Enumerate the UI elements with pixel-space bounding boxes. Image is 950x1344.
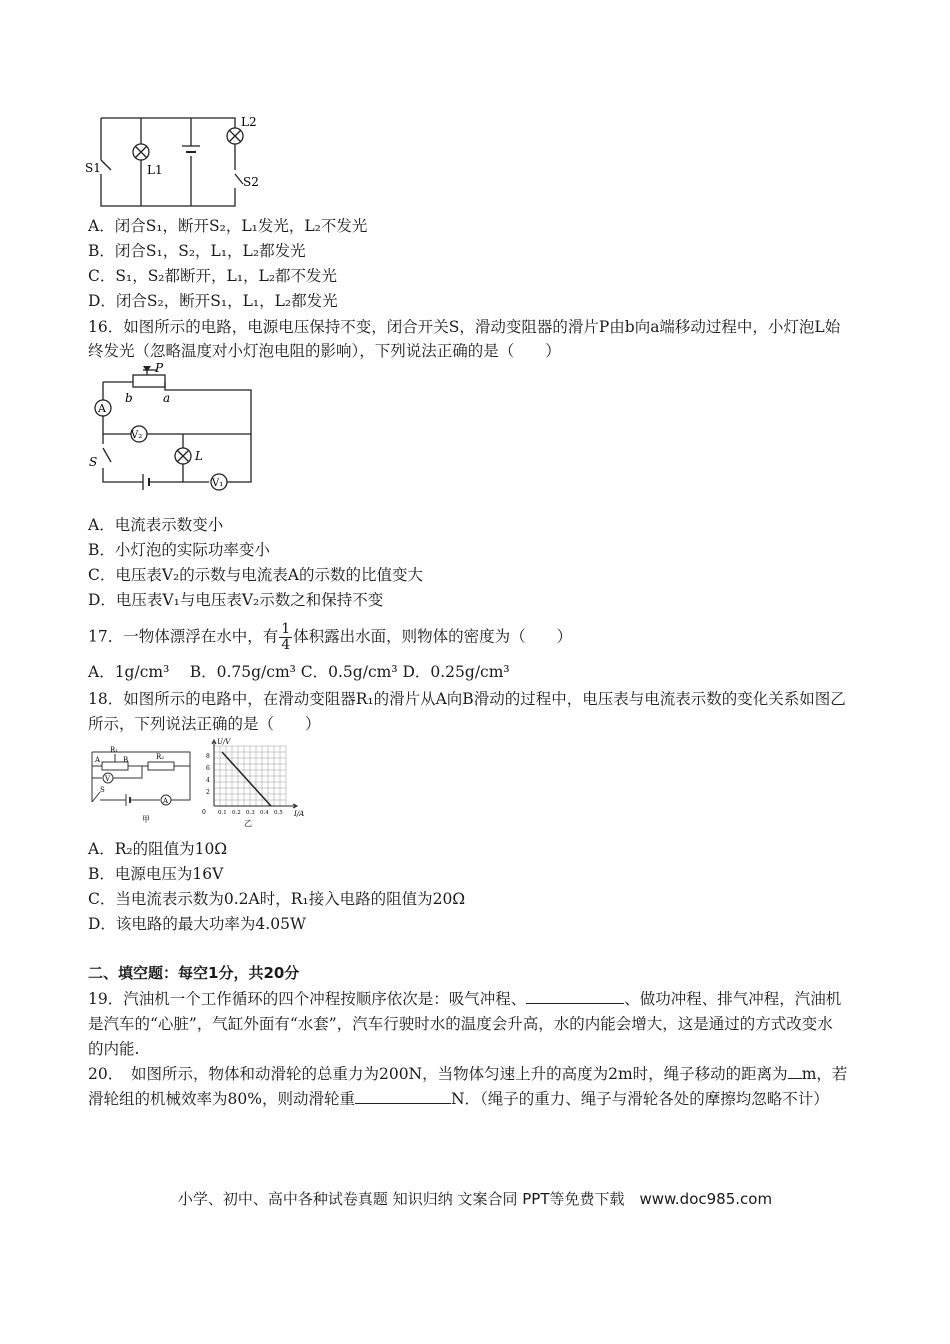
q17-stem-before: 17．一物体漂浮在水中，有 bbox=[88, 627, 279, 646]
label-a-end: A bbox=[95, 756, 101, 764]
q15-circuit-diagram bbox=[85, 112, 265, 212]
graph-xtick-3: 0.3 bbox=[246, 810, 255, 816]
q18-option-d: D．该电路的最大功率为4.05W bbox=[88, 915, 306, 933]
label-ammeter: A bbox=[163, 797, 169, 805]
label-a: a bbox=[163, 391, 171, 405]
label-s: S bbox=[89, 455, 98, 469]
graph-xlabel: I/A bbox=[294, 810, 305, 818]
q15-option-a: A．闭合S₁，断开S₂，L₁发光，L₂不发光 bbox=[88, 217, 368, 235]
label-b-end: B bbox=[123, 756, 129, 764]
label-l: L bbox=[195, 449, 203, 463]
q19-text bbox=[88, 987, 848, 1062]
q18-circuit-diagram-jia bbox=[86, 740, 198, 826]
label-voltmeter: V bbox=[105, 775, 111, 783]
q20-blank-2[interactable] bbox=[355, 1089, 451, 1104]
q18-option-c: C．当电流表示数为0.2A时，R₁接入电路的阻值为20Ω bbox=[88, 890, 466, 908]
graph-ytick-2: 2 bbox=[206, 789, 210, 796]
q20-text bbox=[88, 1062, 848, 1112]
q15-option-b: B．闭合S₁，S₂，L₁，L₂都发光 bbox=[88, 242, 306, 260]
label-r1: R₁ bbox=[110, 746, 119, 754]
label-s1: S1 bbox=[85, 161, 101, 175]
q18-option-a: A．R₂的阻值为10Ω bbox=[88, 840, 228, 858]
q20-part1: 20． 如图所示，物体和动滑轮的总重力为200N，当物体匀速上升的高度为2m时，绳子移动的距离为 bbox=[88, 1065, 788, 1083]
q17-fraction bbox=[279, 622, 292, 653]
q17-stem-after: 体积露出水面，则物体的密度为（ ） bbox=[293, 627, 573, 646]
q18-stem: 18．如图所示的电路中，在滑动变阻器R₁的滑片从A向B滑动的过程中，电压表与电流表示数的变化关系如图乙所示，下列说法正确的是（ ） bbox=[88, 690, 846, 733]
caption-jia: 甲 bbox=[142, 815, 150, 824]
q18-graph-yi bbox=[198, 736, 308, 828]
q16-stem: 16．如图所示的电路，电源电压保持不变，闭合开关S，滑动变阻器的滑片P由b向a端移动过程中，小灯泡L始终发光（忽略温度对小灯泡电阻的影响），下列说法正确的是（ ） bbox=[88, 318, 841, 360]
label-s2: S2 bbox=[243, 175, 259, 189]
graph-xtick-4: 0.4 bbox=[260, 810, 269, 816]
q18-option-b: B．电源电压为16V bbox=[88, 865, 224, 883]
q15-option-d: D．闭合S₂，断开S₁，L₁，L₂都发光 bbox=[88, 292, 338, 310]
label-l1: L1 bbox=[147, 163, 163, 177]
graph-xtick-1: 0.1 bbox=[218, 810, 227, 816]
q19-part3: 的方式改变水的内能. bbox=[88, 1015, 833, 1058]
q17-options: A．1g/cm³ B．0.75g/cm³ C．0.5g/cm³ D．0.25g/cm³ bbox=[88, 663, 510, 681]
label-ammeter: A bbox=[98, 402, 106, 415]
q20-blank-1[interactable] bbox=[788, 1064, 802, 1079]
q16-option-b: B．小灯泡的实际功率变小 bbox=[88, 541, 270, 559]
q19-part1: 19．汽油机一个工作循环的四个冲程按顺序依次是：吸气冲程、 bbox=[88, 990, 527, 1008]
q16-option-a: A．电流表示数变小 bbox=[88, 516, 224, 534]
section-heading: 二、填空题：每空1分，共20分 bbox=[88, 964, 300, 982]
q16-circuit-diagram bbox=[85, 362, 265, 492]
label-l2: L2 bbox=[241, 115, 257, 129]
graph-ytick-4: 4 bbox=[206, 777, 210, 784]
graph-xtick-5: 0.5 bbox=[274, 810, 283, 816]
q17-frac-num: 1 bbox=[281, 621, 291, 637]
label-v2: V₂ bbox=[131, 430, 143, 441]
q17-stem bbox=[88, 622, 572, 653]
graph-xtick-2: 0.2 bbox=[232, 810, 241, 816]
q16-option-d: D．电压表V₁与电压表V₂示数之和保持不变 bbox=[88, 591, 384, 609]
q15-option-c: C．S₁，S₂都断开，L₁，L₂都不发光 bbox=[88, 267, 338, 285]
label-v1: V₁ bbox=[212, 478, 224, 489]
graph-ytick-8: 8 bbox=[206, 753, 210, 760]
label-r2: R₂ bbox=[156, 753, 165, 761]
label-b: b bbox=[125, 391, 133, 405]
q20-part2: m，若滑轮组的机械效率为80%，则动滑轮重 bbox=[88, 1065, 848, 1108]
caption-yi: 乙 bbox=[244, 819, 252, 828]
q16-option-c: C．电压表V₂的示数与电流表A的示数的比值变大 bbox=[88, 566, 423, 584]
q20-part3: N．（绳子的重力、绳子与滑轮各处的摩擦均忽略不计） bbox=[450, 1090, 829, 1108]
label-switch: S bbox=[100, 786, 105, 794]
label-p: P bbox=[155, 362, 164, 375]
graph-ylabel: U/V bbox=[217, 738, 231, 746]
q17-frac-den: 4 bbox=[281, 637, 291, 653]
graph-xtick-0: 0 bbox=[202, 809, 206, 816]
q19-part2: 、做功冲程、排气冲程，汽油机是汽车的“心脏”，气缸外面有“水套”，汽车行驶时水的温度会升高，水的内能会增大，这是通过 bbox=[88, 990, 842, 1033]
page-footer: 小学、初中、高中各种试卷真题 知识归纳 文案合同 PPT等免费下载 www.doc985.com bbox=[177, 1190, 773, 1208]
q19-blank-1[interactable] bbox=[526, 989, 624, 1004]
graph-ytick-6: 6 bbox=[206, 765, 210, 772]
